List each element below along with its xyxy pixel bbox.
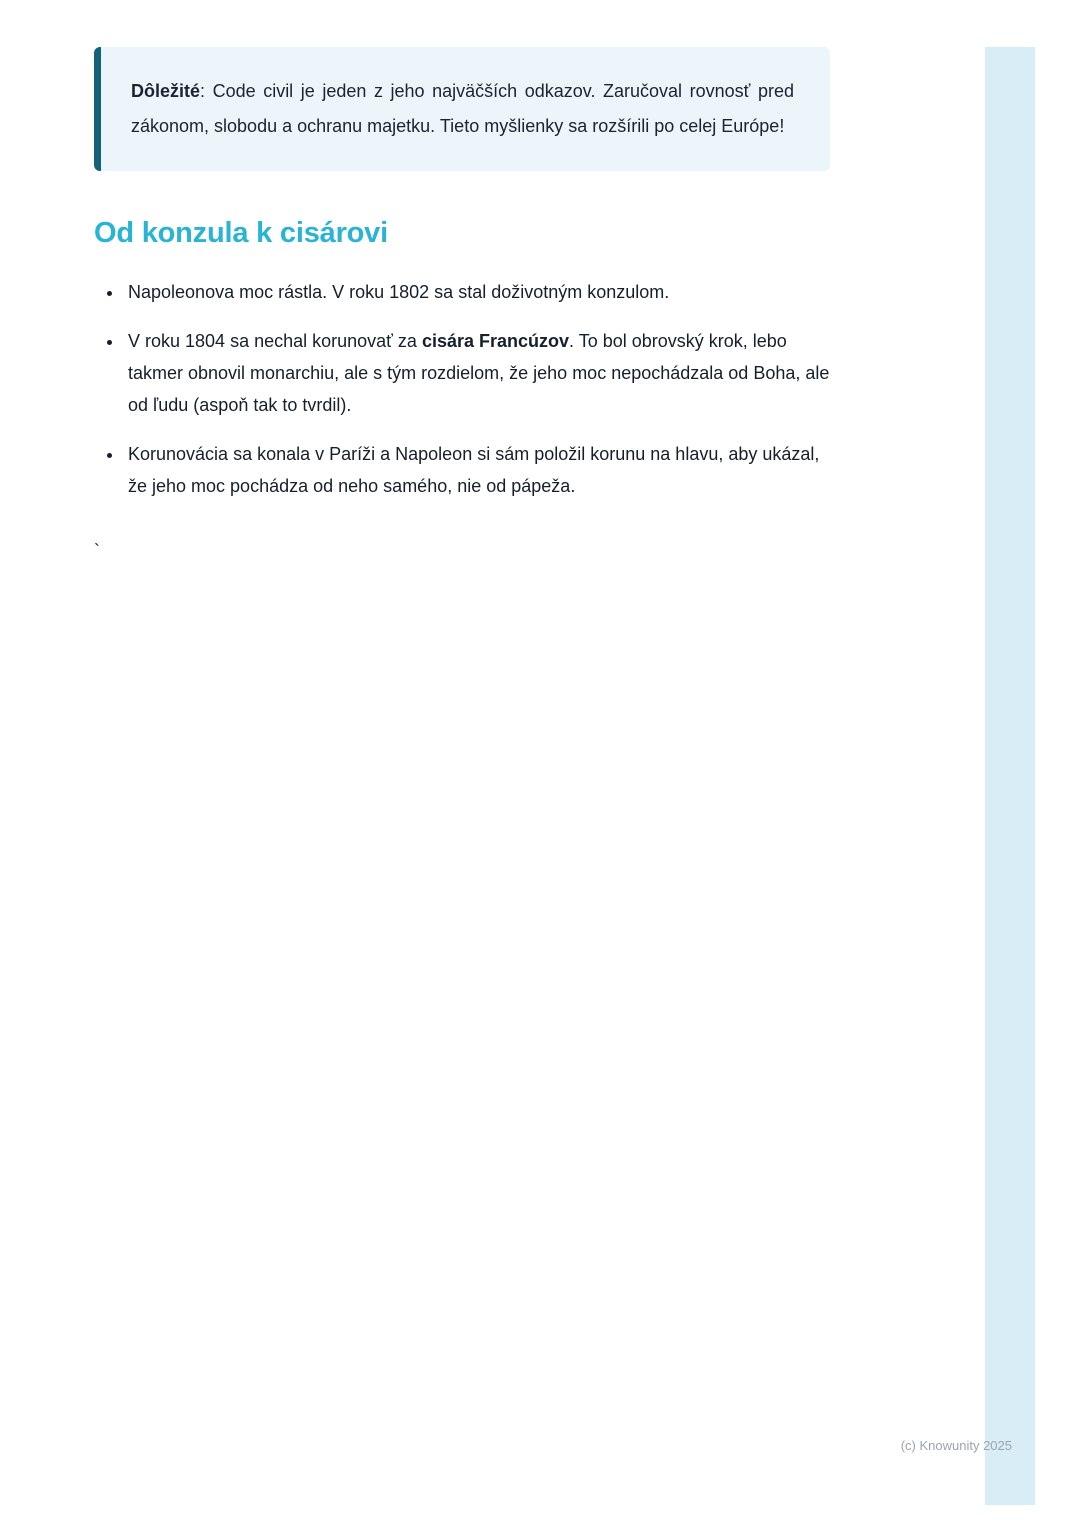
- list-item-text: . To bol obrovský krok, lebo takmer obnovil monarchiu, ale s tým rozdielom, že jeho moc nepochádzala od Boha, ale od ľudu (aspoň tak to tvrdil).: [128, 330, 830, 416]
- callout-body: : Code civil je jeden z jeho najväčších odkazov. Zaručoval rovnosť pred zákonom, slobodu a ochranu majetku. Tieto myšlienky sa rozšírili po celej Európe!: [131, 81, 794, 137]
- page-content: [94, 47, 830, 562]
- list-item-text: V roku 1804 sa nechal korunovať za: [128, 330, 422, 351]
- copyright-footer: (c) Knowunity 2025: [900, 1438, 1012, 1453]
- callout-text: [131, 74, 794, 144]
- list-item: [124, 276, 830, 308]
- bullet-list: [94, 276, 830, 502]
- stray-backtick: `: [94, 540, 100, 561]
- list-item-bold-text: cisára Francúzov: [421, 330, 570, 351]
- list-item-text: Korunovácia sa konala v Paríži a Napoleon si sám položil korunu na hlavu, aby ukázal, že jeho moc pochádza od neho samého, nie od pápeža.: [128, 443, 820, 497]
- list-item: [124, 438, 830, 503]
- right-margin-strip: [985, 47, 1035, 1505]
- list-item-text: Napoleonova moc rástla. V roku 1802 sa stal doživotným konzulom.: [128, 282, 670, 303]
- callout-label: Dôležité: [131, 81, 201, 101]
- section-heading: Od konzula k cisárovi: [94, 217, 388, 250]
- list-item: [124, 325, 830, 422]
- important-callout: [94, 47, 830, 171]
